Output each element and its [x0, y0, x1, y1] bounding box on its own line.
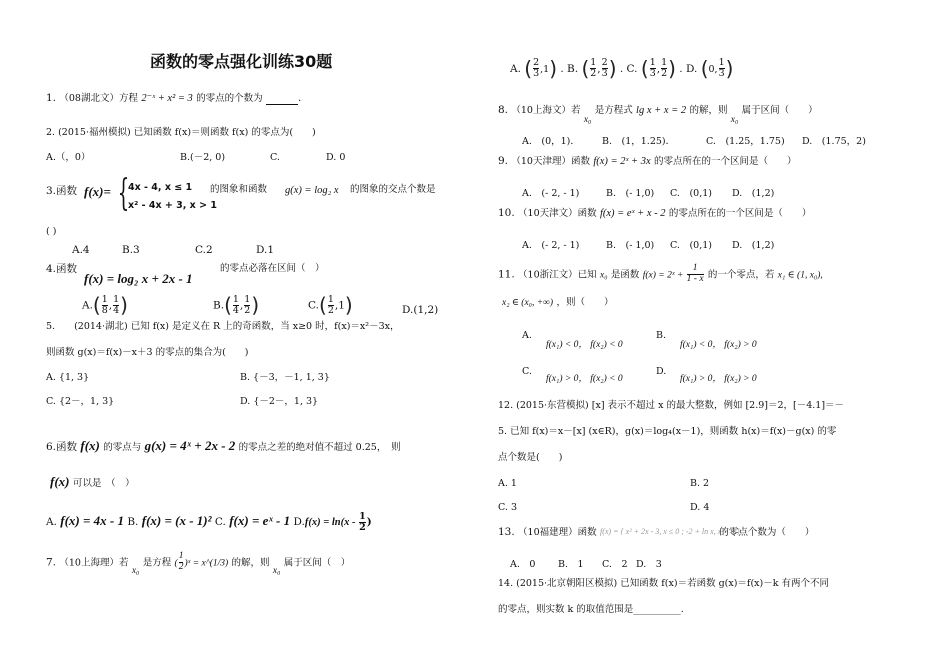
q5-option-b: B. {－3，－1, 1, 3}: [240, 372, 330, 383]
q8-option-d: D. (1.75，2): [802, 136, 866, 147]
question-13: 13. （10福建理）函数 f(x) = { x² + 2x - 3, x ≤ 0 ; -2 + ln x, x > 0 } 的零点个数为（ ）: [498, 526, 815, 538]
question-12-line-2: 5. 已知 f(x)＝x－[x] (x∈R)，g(x)＝log₄(x－1)，则函数 h(x)＝f(x)－g(x) 的零: [498, 426, 837, 437]
q6-option-b: B. f(x) = (x - 1)²: [127, 513, 212, 529]
question-7: 7. （10上海理）若 x₀ 是方程 ( $\frac{1}{2}$ )ˣ = x^(1/3) 的解，则 x₀ 属于区间（ ）: [46, 551, 351, 577]
q3-brace: {: [117, 173, 130, 214]
q11-option-a: f(x₁) < 0， f(x₂) < 0: [546, 340, 623, 350]
q7-option-d: . D. (0, $\frac{1}{3}$ ): [679, 56, 734, 80]
q9-equation: f(x) = 2ˣ + 3x: [593, 156, 651, 167]
q4-option-d: D.(1,2): [402, 304, 439, 316]
q11-option-c: f(x₁) > 0， f(x₂) < 0: [546, 374, 623, 384]
q3-function-g: g(x) = log₂ x: [285, 185, 339, 196]
q5-option-a: A. {1, 3}: [46, 372, 90, 383]
q9-option-d: D. (1,2): [732, 188, 775, 199]
q8-option-c: C. (1.25，1.75): [706, 136, 785, 147]
q7-equation: )ˣ = x^(1/3): [184, 558, 229, 569]
q9-option-c: C. (0,1): [670, 188, 712, 199]
q12-option-d: D. 4: [690, 502, 710, 513]
q3-function-f: f(x)=: [84, 184, 111, 199]
q4-option-a: A.( $\frac{1}{8}$ , $\frac{1}{4}$ ): [82, 293, 128, 317]
q3-paren: ( ): [46, 226, 57, 237]
q13-piecewise-equation: f(x) = { x² + 2x - 3, x ≤ 0 ; -2 + ln x, x > 0 }: [599, 527, 740, 536]
q6-option-c: C. f(x) = eˣ - 1: [214, 513, 291, 529]
question-14-line-1: 14. (2015·北京朝阳区模拟) 已知函数 f(x)＝若函数 g(x)＝f(x)－k 有两个不同: [498, 578, 829, 589]
q2-option-d: D. 0: [326, 152, 346, 163]
question-6-line-2: f(x) 可以是 （ ）: [50, 474, 135, 489]
question-12-line-1: 12. (2015·东营模拟) [x] 表示不超过 x 的最大整数，例如 [2.9]＝2，[－4.1]＝－: [498, 400, 845, 411]
question-6-line-1: 6.函数 f(x) 的零点与 g(x) = 4ˣ + 2x - 2 的零点之差的绝对值不超过 0.25， 则: [46, 438, 401, 453]
q6-option-a: A. f(x) = 4x - 1: [46, 513, 124, 529]
q10-option-c: C. (0,1): [670, 240, 712, 251]
q11-option-b: f(x₁) < 0， f(x₂) > 0: [680, 340, 757, 350]
q10-option-d: D. (1,2): [732, 240, 775, 251]
q3-case-1: 4x - 4, x ≤ 1: [128, 182, 193, 193]
q4-option-b: B.( $\frac{1}{4}$ , $\frac{1}{2}$ ): [213, 293, 260, 317]
q9-option-a: A. (- 2, - 1): [522, 188, 580, 199]
q6-option-d: D.f(x) = ln(x - $\frac{1}{2}$ ): [293, 511, 372, 533]
q7-options: [510, 56, 733, 81]
q6-options: [46, 512, 372, 533]
question-2: 2. (2015·福州模拟) 已知函数 f(x)＝则函数 f(x) 的零点为( ): [46, 127, 316, 138]
q8-option-b: B. (1，1.25)．: [602, 136, 676, 147]
q13-option-b: B. 1: [558, 559, 584, 570]
q3-option-b: B.3: [122, 244, 140, 256]
q3-tail-text: 的图象的交点个数是: [350, 184, 436, 195]
question-12-line-3: 点个数是( ): [498, 452, 563, 463]
q11-option-d-label: D.: [656, 366, 667, 377]
q7-option-a: A. ( $\frac{2}{3}$ ,1): [510, 56, 558, 80]
q5-option-d: D. {－2－，1, 3}: [240, 396, 319, 407]
q8-option-a: A. (0，1)．: [522, 136, 580, 147]
q1-equation: 2⁻ˣ + x² = 3: [141, 93, 193, 104]
q7-option-c: . C. ( $\frac{1}{3}$ , $\frac{1}{2}$ ): [619, 56, 676, 80]
q1-answer-blank[interactable]: [266, 94, 298, 105]
question-8: 8. （10上海文）若 x₀ 是方程式 lg x + x = 2 的解，则 x₀ 属于区间（ ）: [498, 104, 818, 125]
q12-option-b: B. 2: [690, 478, 710, 489]
q11-option-d: f(x₁) > 0， f(x₂) > 0: [680, 374, 757, 384]
q4-tail-text: 的零点必落在区间（ ）: [220, 263, 325, 274]
q8-equation: lg x + x = 2: [636, 105, 687, 116]
q13-option-a: A. 0: [510, 559, 536, 570]
q2-option-c: C.: [270, 152, 280, 163]
q2-option-b: B.(－2, 0): [180, 152, 226, 163]
q5-option-c: C. {2－，1, 3}: [46, 396, 115, 407]
q9-option-b: B. (- 1,0): [606, 188, 655, 199]
question-10: 10. （10天津文）函数 f(x) = eˣ + x - 2 的零点所在的一个区间是（ ）: [498, 207, 812, 219]
q4-function: f(x) = log₂ x + 2x - 1: [84, 271, 193, 286]
q10-equation: f(x) = eˣ + x - 2: [599, 208, 666, 219]
q12-option-a: A. 1: [498, 478, 517, 489]
q3-option-a: A.4: [72, 244, 90, 256]
q13-option-d: D. 3: [636, 559, 662, 570]
q10-option-a: A. (- 2, - 1): [522, 240, 580, 251]
question-11-line-2: x₂ ∈ (x₀, +∞) ，则（ ）: [502, 297, 614, 308]
q7-option-b: . B. ( $\frac{1}{2}$ , $\frac{2}{3}$ ): [560, 56, 617, 80]
q11-option-a-label: A.: [522, 330, 532, 341]
question-14-line-2: 的零点，则实数 k 的取值范围是__________.: [498, 604, 684, 615]
q11-option-b-label: B.: [656, 330, 667, 341]
q13-option-c: C. 2: [602, 559, 628, 570]
question-4-lead: 4.函数: [46, 263, 78, 275]
q4-option-c: C.( $\frac{1}{2}$ ,1): [308, 293, 353, 317]
question-5-line-2: 则函数 g(x)＝f(x)－x＋3 的零点的集合为( ): [46, 347, 249, 358]
question-1: 1. （08湖北文）方程 2⁻ˣ + x² = 3 的零点的个数为 .: [46, 92, 302, 104]
right-column: [480, 0, 950, 672]
question-11: 11. （10浙江文）已知 x₀ 是函数 f(x) = 2ˣ + $\frac{1}{1 - x}$ 的一个零点，若 x₁ ∈ (1, x₀),: [498, 263, 823, 284]
q12-option-c: C. 3: [498, 502, 518, 513]
q3-mid-text: 的图象和函数: [210, 184, 268, 195]
q2-option-a: A.（，0）: [46, 152, 91, 163]
question-5-line-1: 5. (2014·湖北) 已知 f(x) 是定义在 R 上的奇函数，当 x≥0 时，f(x)＝x²－3x，: [46, 321, 400, 332]
q3-case-2: x² - 4x + 3, x > 1: [128, 200, 217, 211]
q3-option-d: D.1: [256, 244, 275, 256]
question-3-lead: 3.函数: [46, 185, 78, 197]
question-9: 9. （10天津理）函数 f(x) = 2ˣ + 3x 的零点所在的一个区间是（ ）: [498, 155, 797, 167]
q10-option-b: B. (- 1,0): [606, 240, 655, 251]
page-title: 函数的零点强化训练30题: [150, 52, 333, 71]
q3-option-c: C.2: [195, 244, 213, 256]
q11-option-c-label: C.: [522, 366, 532, 377]
